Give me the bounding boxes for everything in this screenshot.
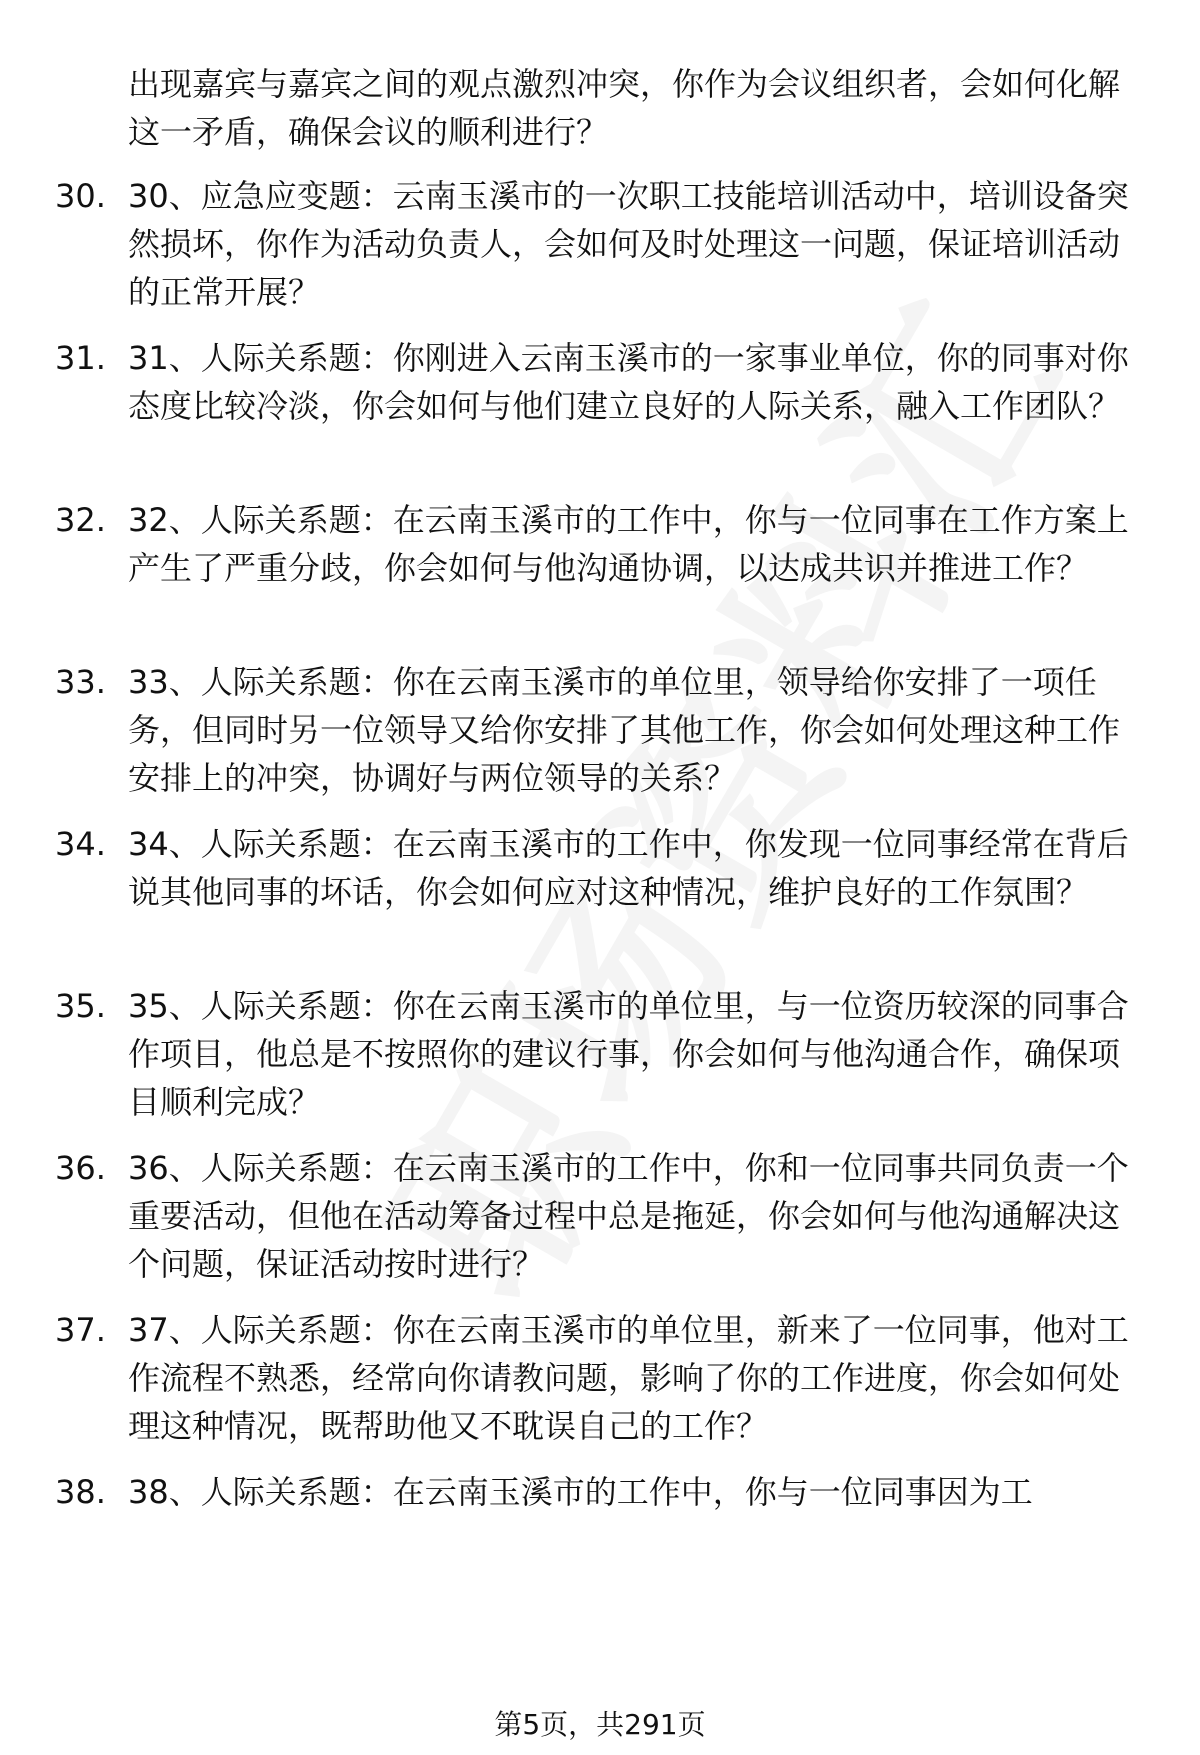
item-number: 35. xyxy=(55,987,106,1025)
item-text: 30、应急应变题：云南玉溪市的一次职工技能培训活动中，培训设备突然损坏，你作为活动负责人，会如何及时处理这一问题，保证培训活动的正常开展？ xyxy=(128,177,1129,311)
item-text: 33、人际关系题：你在云南玉溪市的单位里，领导给你安排了一项任务，但同时另一位领导又给你安排了其他工作，你会如何处理这种工作安排上的冲突，协调好与两位领导的关系？ xyxy=(128,663,1121,797)
item-text: 36、人际关系题：在云南玉溪市的工作中，你和一位同事共同负责一个重要活动，但他在活动筹备过程中总是拖延，你会如何与他沟通解决这个问题，保证活动按时进行？ xyxy=(128,1149,1129,1283)
item-text: 32、人际关系题：在云南玉溪市的工作中，你与一位同事在工作方案上产生了严重分歧，你会如何与他沟通协调，以达成共识并推进工作？ xyxy=(128,501,1129,587)
item-number: 37. xyxy=(55,1311,106,1349)
item-number: 36. xyxy=(55,1149,106,1187)
item-number: 32. xyxy=(55,501,106,539)
page-footer: 第5页，共291页 xyxy=(494,1708,706,1741)
item-text: 37、人际关系题：你在云南玉溪市的单位里，新来了一位同事，他对工作流程不熟悉，经常向你请教问题，影响了你的工作进度，你会如何处理这种情况，既帮助他又不耽误自己的工作？ xyxy=(128,1311,1129,1445)
item-number: 34. xyxy=(55,825,106,863)
item-number: 33. xyxy=(55,663,106,701)
item-text: 38、人际关系题：在云南玉溪市的工作中，你与一位同事因为工 xyxy=(128,1473,1033,1511)
item-text: 35、人际关系题：你在云南玉溪市的单位里，与一位资历较深的同事合作项目，他总是不按照你的建议行事，你会如何与他沟通合作，确保项目顺利完成？ xyxy=(128,987,1129,1121)
item-number: 38. xyxy=(55,1473,106,1511)
item-number: 31. xyxy=(55,339,106,377)
item-number: 30. xyxy=(55,177,106,215)
item-text: 34、人际关系题：在云南玉溪市的工作中，你发现一位同事经常在背后说其他同事的坏话，你会如何应对这种情况，维护良好的工作氛围？ xyxy=(128,825,1129,911)
lead-paragraph: 出现嘉宾与嘉宾之间的观点激烈冲突，你作为会议组织者，会如何化解这一矛盾，确保会议的顺利进行？ xyxy=(128,65,1121,151)
item-text: 31、人际关系题：你刚进入云南玉溪市的一家事业单位，你的同事对你态度比较冷淡，你会如何与他们建立良好的人际关系，融入工作团队？ xyxy=(128,339,1129,425)
